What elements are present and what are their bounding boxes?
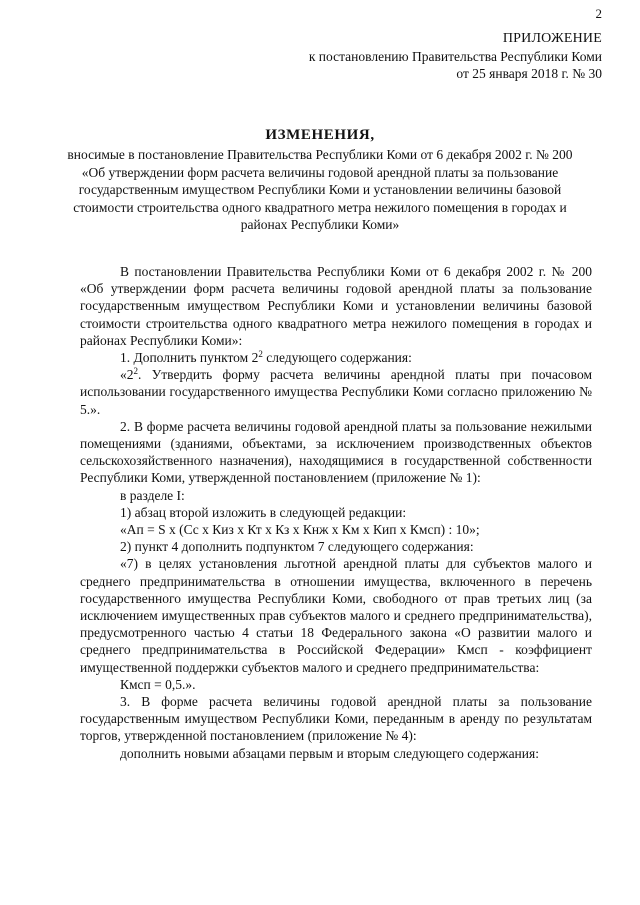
item-1-quote-pre: «2 bbox=[120, 367, 134, 383]
item-1-post: следующего содержания: bbox=[262, 350, 412, 366]
subitem-1: 1) абзац второй изложить в следующей редакции: bbox=[120, 504, 407, 520]
subitem-2-text: «7) в целях установления льготной арендной платы для субъектов малого и среднего предпринимательства в отношении имущества, включенного в перечень государственного имущества Республики Коми, свободного от прав третьих лиц (за исключением имущественных прав субъектов малого и среднего предпринимательства), предусмотренного частью 4 статьи 18 Федерального закона «О развитии малого и среднего предпринимательства в Российской Федерации» Кмсп - коэффициент имущественной поддержки субъектов малого и среднего предпринимательства: bbox=[80, 556, 592, 675]
section-label: в разделе I: bbox=[120, 487, 185, 503]
document-title bbox=[60, 126, 580, 234]
appendix-heading: ПРИЛОЖЕНИЕ bbox=[502, 31, 602, 46]
document-body bbox=[80, 263, 592, 762]
title-heading: ИЗМЕНЕНИЯ, bbox=[265, 127, 375, 143]
appendix-block bbox=[309, 30, 602, 83]
item-1-quote bbox=[80, 366, 592, 418]
appendix-line-2: от 25 января 2018 г. № 30 bbox=[456, 66, 602, 81]
intro-paragraph: В постановлении Правительства Республики Коми от 6 декабря 2002 г. № 200 «Об утверждении форм расчета величины годовой арендной платы за пользование государственным имуществом Республики Коми и установлении величины базовой стоимости строительства одного квадратного метра нежилого помещения в городах и районах Республики Коми»: bbox=[80, 264, 592, 348]
formula: «Ап = S х (Сс х Киз х Кт х Кз х Кнж х Км х Кип х Кмсп) : 10»; bbox=[120, 522, 480, 538]
page-number: 2 bbox=[595, 6, 602, 21]
item-3: 3. В форме расчета величины годовой арендной платы за пользование государственным имуществом Республики Коми, переданным в аренду по результатам торгов, утвержденной постановлением (приложение № 4): bbox=[80, 694, 592, 744]
item-1-quote-sup: 2 bbox=[133, 366, 138, 377]
item-2: 2. В форме расчета величины годовой арендной платы за пользование нежилыми помещениями (зданиями, объектами, за исключением производственных объектов сельскохозяйственного назначения), находящимися в государственной собственности Республики Коми, утвержденной постановлением (приложение № 1): bbox=[80, 418, 592, 486]
item-1-pre: 1. Дополнить пунктом 2 bbox=[120, 350, 259, 366]
item-1-sup: 2 bbox=[258, 349, 263, 360]
item-3-addition: дополнить новыми абзацами первым и вторым следующего содержания: bbox=[120, 745, 539, 761]
kmsp-value: Кмсп = 0,5.». bbox=[120, 676, 196, 692]
item-1 bbox=[80, 349, 592, 366]
item-1-quote-post: . Утвердить форму расчета величины арендной платы при почасовом использовании государственного имущества Республики Коми согласно приложению № 5.». bbox=[80, 367, 592, 417]
title-subtitle: вносимые в постановление Правительства Республики Коми от 6 декабря 2002 г. № 200 «Об утверждении форм расчета величины годовой арендной платы за пользование государственным имуществом Республики Коми и установлении величины базовой стоимости строительства одного квадратного метра нежилого помещения в городах и районах Республики Коми» bbox=[67, 147, 573, 233]
appendix-line-1: к постановлению Правительства Республики Коми bbox=[308, 48, 602, 64]
subitem-2: 2) пункт 4 дополнить подпунктом 7 следующего содержания: bbox=[120, 539, 474, 555]
